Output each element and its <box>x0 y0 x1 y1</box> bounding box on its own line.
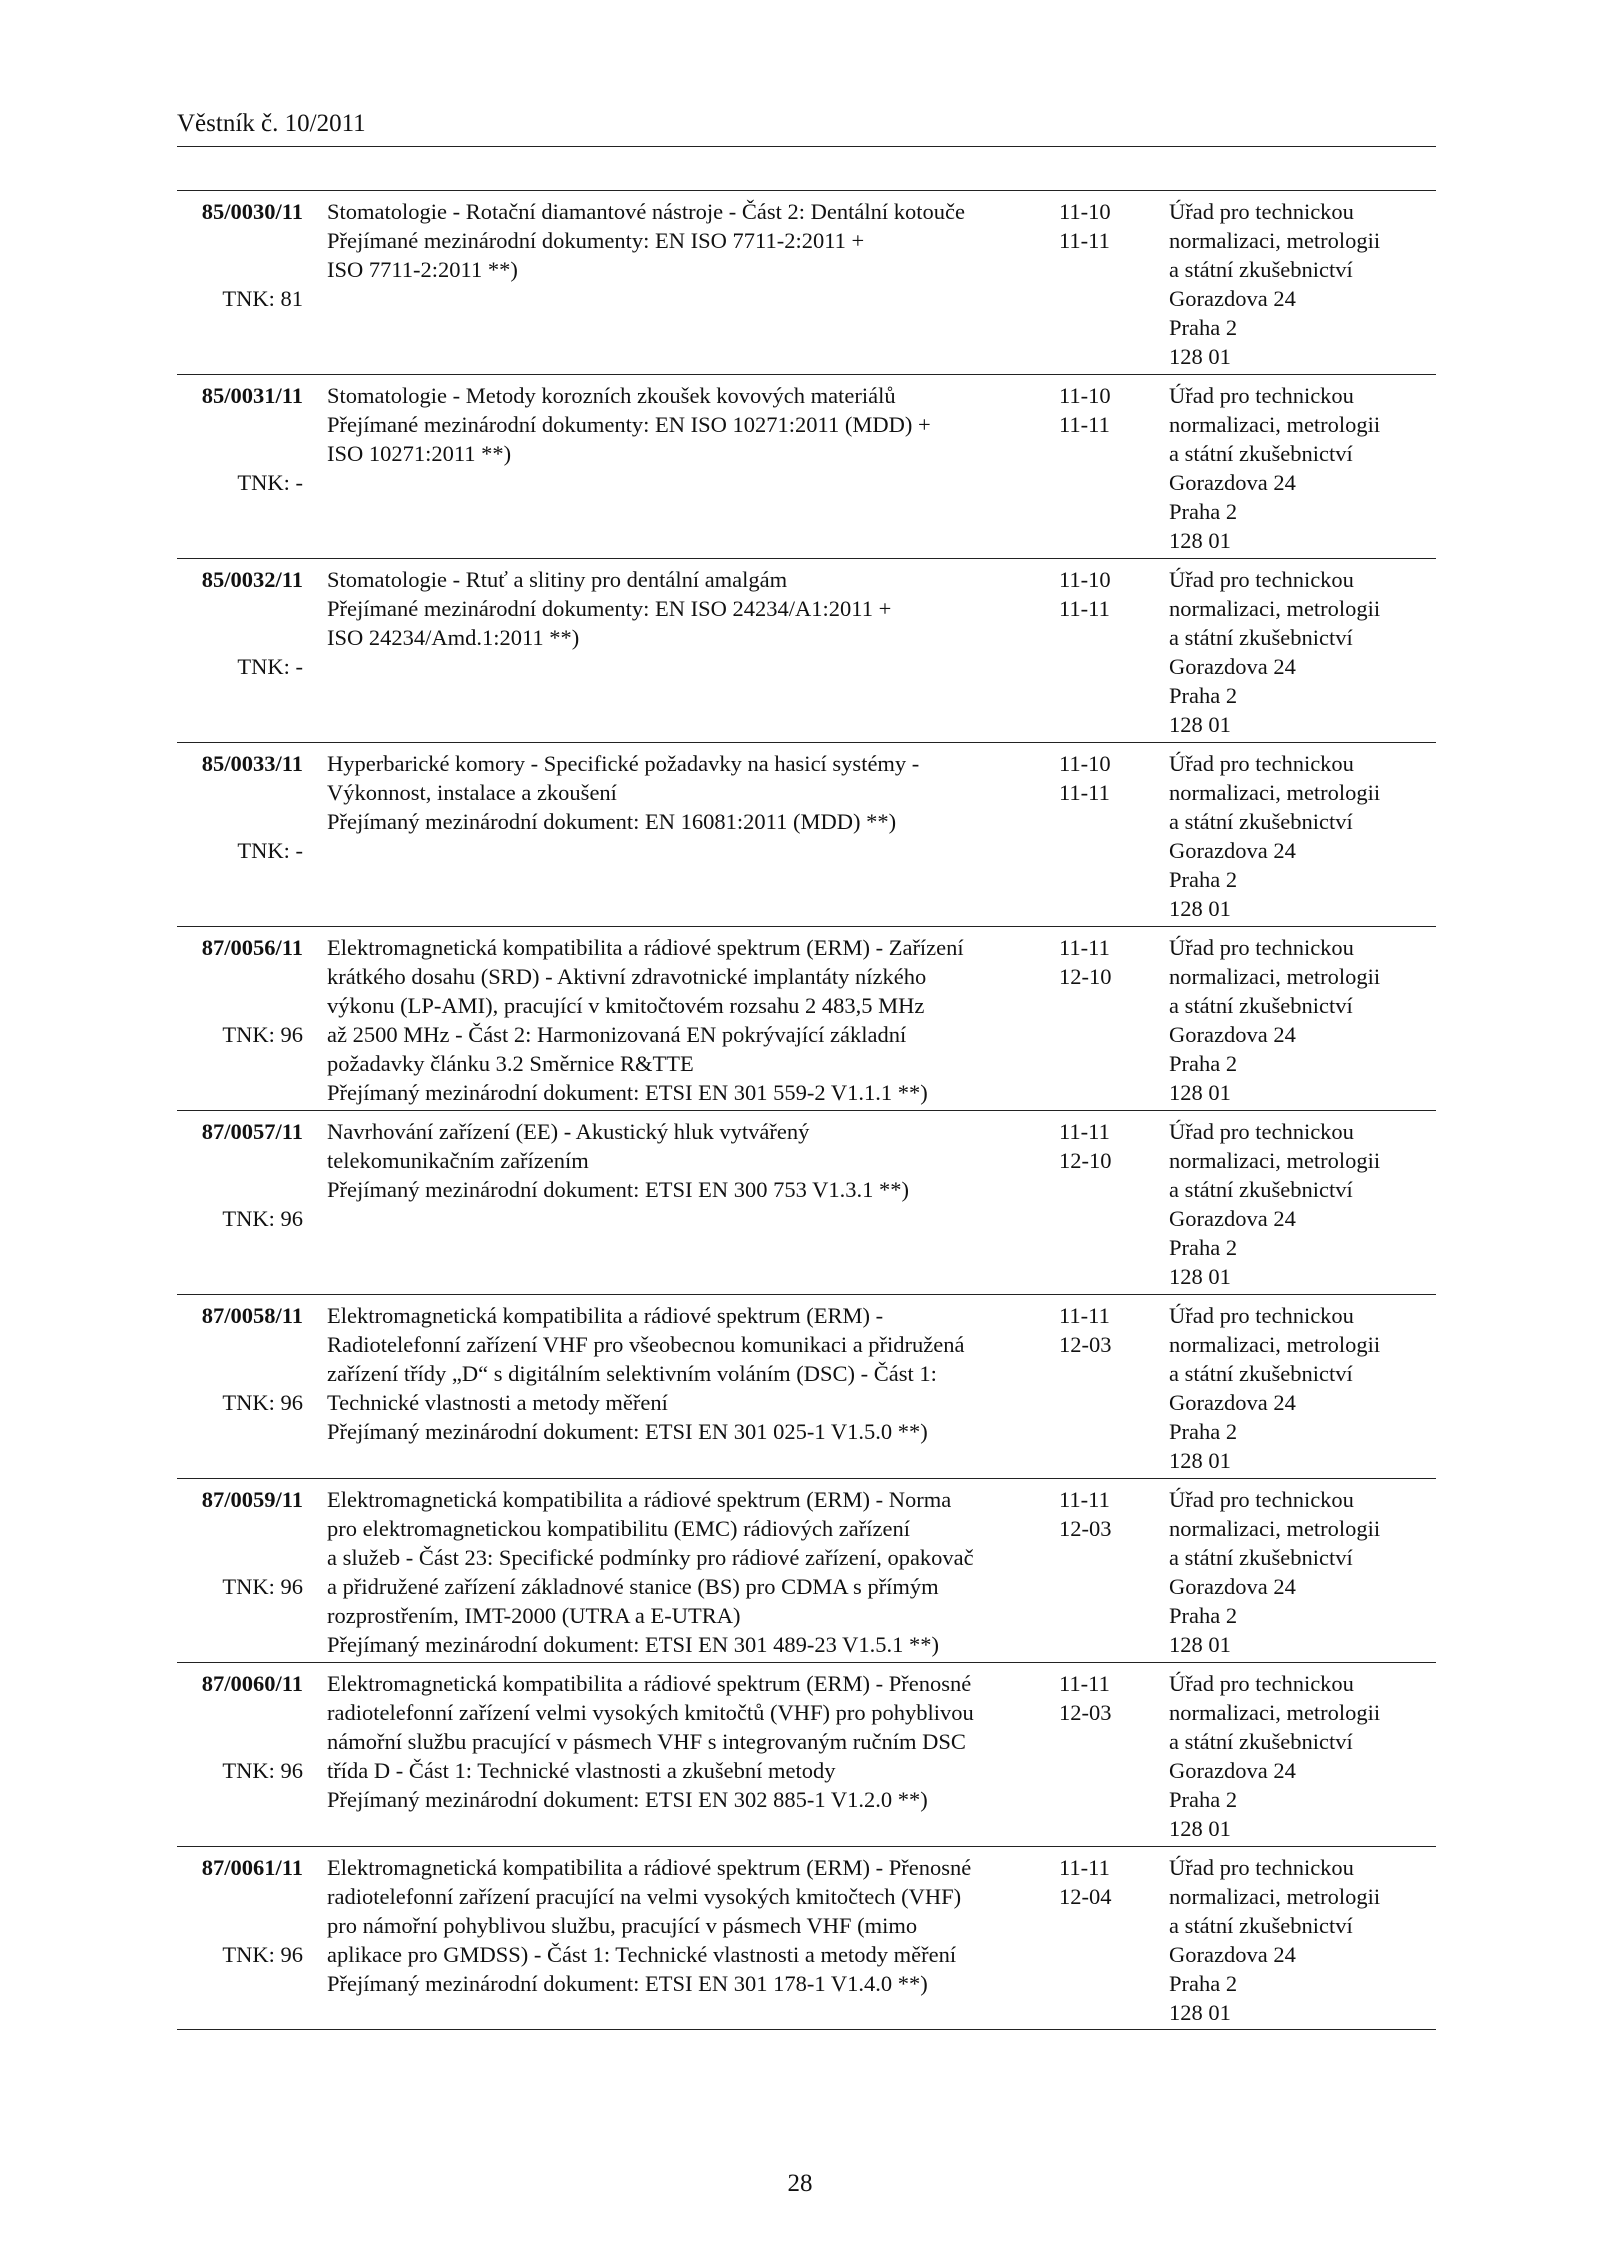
entry-dates <box>1059 381 1139 439</box>
description-line: ISO 24234/Amd.1:2011 **) <box>327 625 580 650</box>
entry-address <box>1169 1301 1436 1475</box>
description-line: Přejímané mezinárodní dokumenty: EN ISO 10271:2011 (MDD) + <box>327 412 931 437</box>
date-value: 11-11 <box>1059 780 1110 805</box>
address-line: Úřad pro technickou <box>1169 1487 1354 1512</box>
address-line: a státní zkušebnictví <box>1169 1729 1353 1754</box>
address-line: normalizaci, metrologii <box>1169 964 1381 989</box>
address-line: Úřad pro technickou <box>1169 1303 1354 1328</box>
entry-id-column <box>177 1853 303 1967</box>
description-line: až 2500 MHz - Část 2: Harmonizovaná EN pokrývající základní <box>327 1022 907 1047</box>
description-line: Elektromagnetická kompatibilita a rádiové spektrum (ERM) - Zařízení <box>327 935 964 960</box>
address-line: normalizaci, metrologii <box>1169 1884 1381 1909</box>
date-value: 11-11 <box>1059 1671 1110 1696</box>
entry-id-column <box>177 1301 303 1415</box>
address-line: Gorazdova 24 <box>1169 1390 1296 1415</box>
address-line: a státní zkušebnictví <box>1169 257 1353 282</box>
description-line: Radiotelefonní zařízení VHF pro všeobecnou komunikaci a přidružená <box>327 1332 965 1357</box>
address-line: Úřad pro technickou <box>1169 567 1354 592</box>
description-line: Elektromagnetická kompatibilita a rádiové spektrum (ERM) - <box>327 1303 884 1328</box>
entry-address <box>1169 197 1436 371</box>
address-line: normalizaci, metrologii <box>1169 1148 1381 1173</box>
entry-address <box>1169 749 1436 923</box>
address-line: a státní zkušebnictví <box>1169 1177 1353 1202</box>
date-value: 11-10 <box>1059 751 1111 776</box>
description-line: Výkonnost, instalace a zkoušení <box>327 780 617 805</box>
entry-tnk: TNK: 96 <box>222 1390 303 1415</box>
entry-id-column <box>177 565 303 679</box>
address-line: normalizaci, metrologii <box>1169 412 1381 437</box>
date-value: 11-10 <box>1059 199 1111 224</box>
date-value: 11-11 <box>1059 1855 1110 1880</box>
address-line: Gorazdova 24 <box>1169 470 1296 495</box>
entry-dates <box>1059 197 1139 255</box>
entry-dates <box>1059 1853 1139 1911</box>
description-line: Hyperbarické komory - Specifické požadavky na hasicí systémy - <box>327 751 920 776</box>
date-value: 12-03 <box>1059 1700 1112 1725</box>
address-line: normalizaci, metrologii <box>1169 1516 1381 1541</box>
description-line: a přidružené zařízení základnové stanice (BS) pro CDMA s přímým <box>327 1574 939 1599</box>
address-line: Gorazdova 24 <box>1169 1574 1296 1599</box>
address-line: 128 01 <box>1169 1264 1231 1289</box>
description-line: námořní službu pracující v pásmech VHF s integrovaným ručním DSC <box>327 1729 966 1754</box>
description-line: pro námořní pohyblivou službu, pracující v pásmech VHF (mimo <box>327 1913 918 1938</box>
address-line: Praha 2 <box>1169 1051 1238 1076</box>
entry-tnk: TNK: 96 <box>222 1942 303 1967</box>
standard-entry <box>177 1110 1436 1294</box>
description-line: rozprostřením, IMT-2000 (UTRA a E-UTRA) <box>327 1603 741 1628</box>
address-line: Úřad pro technickou <box>1169 1855 1354 1880</box>
description-line: ISO 7711-2:2011 **) <box>327 257 518 282</box>
address-line: 128 01 <box>1169 2000 1231 2025</box>
entry-code: 85/0032/11 <box>201 567 303 592</box>
entry-description <box>327 933 1057 1107</box>
entry-address <box>1169 381 1436 555</box>
address-line: Úřad pro technickou <box>1169 1119 1354 1144</box>
address-line: 128 01 <box>1169 344 1231 369</box>
entry-code: 85/0033/11 <box>201 751 303 776</box>
date-value: 12-10 <box>1059 964 1112 989</box>
entry-code: 87/0056/11 <box>201 935 303 960</box>
date-value: 11-11 <box>1059 228 1110 253</box>
address-line: Praha 2 <box>1169 1419 1238 1444</box>
address-line: a státní zkušebnictví <box>1169 809 1353 834</box>
date-value: 12-03 <box>1059 1516 1112 1541</box>
address-line: Praha 2 <box>1169 867 1238 892</box>
page-number: 28 <box>787 2170 813 2197</box>
description-line: Elektromagnetická kompatibilita a rádiové spektrum (ERM) - Norma <box>327 1487 952 1512</box>
date-value: 11-11 <box>1059 412 1110 437</box>
date-value: 11-10 <box>1059 567 1111 592</box>
address-line: 128 01 <box>1169 712 1231 737</box>
description-line: výkonu (LP-AMI), pracující v kmitočtovém rozsahu 2 483,5 MHz <box>327 993 925 1018</box>
address-line: Praha 2 <box>1169 1787 1238 1812</box>
entry-tnk: TNK: 96 <box>222 1022 303 1047</box>
entry-dates <box>1059 1117 1139 1175</box>
page-header-title: Věstník č. 10/2011 <box>177 110 366 137</box>
address-line: Úřad pro technickou <box>1169 199 1354 224</box>
description-line: pro elektromagnetickou kompatibilitu (EMC) rádiových zařízení <box>327 1516 910 1541</box>
description-line: Přejímaný mezinárodní dokument: EN 16081:2011 (MDD) **) <box>327 809 897 834</box>
address-line: a státní zkušebnictví <box>1169 1361 1353 1386</box>
description-line: Přejímané mezinárodní dokumenty: EN ISO 24234/A1:2011 + <box>327 596 892 621</box>
address-line: normalizaci, metrologii <box>1169 228 1381 253</box>
description-line: Elektromagnetická kompatibilita a rádiové spektrum (ERM) - Přenosné <box>327 1855 972 1880</box>
address-line: Gorazdova 24 <box>1169 1022 1296 1047</box>
entry-address <box>1169 1117 1436 1291</box>
standard-entry <box>177 1294 1436 1478</box>
date-value: 11-11 <box>1059 1119 1110 1144</box>
address-line: normalizaci, metrologii <box>1169 596 1381 621</box>
date-value: 11-11 <box>1059 1303 1110 1328</box>
description-line: Přejímaný mezinárodní dokument: ETSI EN 301 025-1 V1.5.0 **) <box>327 1419 928 1444</box>
entry-code: 85/0031/11 <box>201 383 303 408</box>
address-line: Praha 2 <box>1169 1235 1238 1260</box>
entry-tnk: TNK: 96 <box>222 1758 303 1783</box>
standard-entry <box>177 190 1436 374</box>
entry-address <box>1169 565 1436 739</box>
description-line: radiotelefonní zařízení pracující na velmi vysokých kmitočtech (VHF) <box>327 1884 962 1909</box>
entry-address <box>1169 1485 1436 1659</box>
address-line: a státní zkušebnictví <box>1169 993 1353 1018</box>
entry-description <box>327 1485 1057 1659</box>
description-line: a služeb - Část 23: Specifické podmínky pro rádiové zařízení, opakovač <box>327 1545 974 1570</box>
description-line: Přejímaný mezinárodní dokument: ETSI EN 300 753 V1.3.1 **) <box>327 1177 910 1202</box>
address-line: normalizaci, metrologii <box>1169 1332 1381 1357</box>
date-value: 11-10 <box>1059 383 1111 408</box>
entry-id-column <box>177 749 303 863</box>
address-line: Gorazdova 24 <box>1169 1942 1296 1967</box>
entry-code: 87/0059/11 <box>201 1487 303 1512</box>
description-line: radiotelefonní zařízení velmi vysokých kmitočtů (VHF) pro pohyblivou <box>327 1700 974 1725</box>
address-line: Praha 2 <box>1169 1603 1238 1628</box>
address-line: 128 01 <box>1169 1080 1231 1105</box>
entry-tnk: TNK: 96 <box>222 1574 303 1599</box>
description-line: požadavky článku 3.2 Směrnice R&TTE <box>327 1051 694 1076</box>
address-line: Gorazdova 24 <box>1169 838 1296 863</box>
address-line: a státní zkušebnictví <box>1169 625 1353 650</box>
standard-entry <box>177 374 1436 558</box>
standard-entry <box>177 1846 1436 2030</box>
entry-description <box>327 1301 1057 1446</box>
address-line: Gorazdova 24 <box>1169 654 1296 679</box>
entry-code: 87/0057/11 <box>201 1119 303 1144</box>
description-line: Přejímaný mezinárodní dokument: ETSI EN 301 489-23 V1.5.1 **) <box>327 1632 939 1657</box>
entry-address <box>1169 933 1436 1107</box>
date-value: 11-11 <box>1059 1487 1110 1512</box>
entry-dates <box>1059 933 1139 991</box>
address-line: Praha 2 <box>1169 315 1238 340</box>
address-line: Úřad pro technickou <box>1169 751 1354 776</box>
address-line: Úřad pro technickou <box>1169 1671 1354 1696</box>
date-value: 11-11 <box>1059 935 1110 960</box>
address-line: normalizaci, metrologii <box>1169 1700 1381 1725</box>
description-line: Stomatologie - Rtuť a slitiny pro dentální amalgám <box>327 567 788 592</box>
entry-dates <box>1059 1301 1139 1359</box>
address-line: 128 01 <box>1169 896 1231 921</box>
description-line: krátkého dosahu (SRD) - Aktivní zdravotnické implantáty nízkého <box>327 964 927 989</box>
description-line: třída D - Část 1: Technické vlastnosti a zkušební metody <box>327 1758 836 1783</box>
entry-id-column <box>177 933 303 1047</box>
entry-id-column <box>177 381 303 495</box>
entry-description <box>327 1669 1057 1814</box>
description-line: ISO 10271:2011 **) <box>327 441 512 466</box>
date-value: 12-04 <box>1059 1884 1112 1909</box>
date-value: 11-11 <box>1059 596 1110 621</box>
entry-code: 87/0061/11 <box>201 1855 303 1880</box>
date-value: 12-10 <box>1059 1148 1112 1173</box>
entry-id-column <box>177 1669 303 1783</box>
description-line: aplikace pro GMDSS) - Část 1: Technické vlastnosti a metody měření <box>327 1942 957 1967</box>
address-line: Úřad pro technickou <box>1169 383 1354 408</box>
entry-code: 87/0058/11 <box>201 1303 303 1328</box>
standard-entry <box>177 926 1436 1110</box>
address-line: 128 01 <box>1169 1448 1231 1473</box>
entry-dates <box>1059 1669 1139 1727</box>
entry-description <box>327 1853 1057 1998</box>
entry-description <box>327 749 1057 836</box>
address-line: Praha 2 <box>1169 683 1238 708</box>
header-rule <box>177 146 1436 147</box>
entry-description <box>327 381 1057 468</box>
address-line: a státní zkušebnictví <box>1169 1545 1353 1570</box>
standard-entry <box>177 1478 1436 1662</box>
address-line: Gorazdova 24 <box>1169 286 1296 311</box>
description-line: Navrhování zařízení (EE) - Akustický hluk vytvářený <box>327 1119 810 1144</box>
description-line: Přejímaný mezinárodní dokument: ETSI EN 301 178-1 V1.4.0 **) <box>327 1971 928 1996</box>
description-line: Přejímané mezinárodní dokumenty: EN ISO 7711-2:2011 + <box>327 228 865 253</box>
address-line: Gorazdova 24 <box>1169 1758 1296 1783</box>
address-line: 128 01 <box>1169 1816 1231 1841</box>
description-line: telekomunikačním zařízením <box>327 1148 589 1173</box>
description-line: Elektromagnetická kompatibilita a rádiové spektrum (ERM) - Přenosné <box>327 1671 972 1696</box>
entry-description <box>327 565 1057 652</box>
address-line: Úřad pro technickou <box>1169 935 1354 960</box>
description-line: Stomatologie - Rotační diamantové nástroje - Část 2: Dentální kotouče <box>327 199 965 224</box>
entry-dates <box>1059 749 1139 807</box>
entry-description <box>327 1117 1057 1204</box>
entry-dates <box>1059 1485 1139 1543</box>
entry-id-column <box>177 1117 303 1231</box>
entry-id-column <box>177 197 303 311</box>
entry-tnk: TNK: - <box>237 470 303 495</box>
standard-entry <box>177 1662 1436 1846</box>
date-value: 12-03 <box>1059 1332 1112 1357</box>
description-line: Technické vlastnosti a metody měření <box>327 1390 668 1415</box>
entry-tnk: TNK: - <box>237 654 303 679</box>
address-line: 128 01 <box>1169 528 1231 553</box>
address-line: Gorazdova 24 <box>1169 1206 1296 1231</box>
description-line: Přejímaný mezinárodní dokument: ETSI EN 301 559-2 V1.1.1 **) <box>327 1080 928 1105</box>
description-line: zařízení třídy „D“ s digitálním selektivním voláním (DSC) - Část 1: <box>327 1361 937 1386</box>
address-line: a státní zkušebnictví <box>1169 441 1353 466</box>
address-line: normalizaci, metrologii <box>1169 780 1381 805</box>
address-line: Praha 2 <box>1169 1971 1238 1996</box>
address-line: a státní zkušebnictví <box>1169 1913 1353 1938</box>
entry-dates <box>1059 565 1139 623</box>
address-line: Praha 2 <box>1169 499 1238 524</box>
standard-entry <box>177 558 1436 742</box>
entry-id-column <box>177 1485 303 1599</box>
entry-tnk: TNK: - <box>237 838 303 863</box>
standards-list <box>177 190 1436 2030</box>
entry-tnk: TNK: 96 <box>222 1206 303 1231</box>
entry-description <box>327 197 1057 284</box>
address-line: 128 01 <box>1169 1632 1231 1657</box>
entry-tnk: TNK: 81 <box>222 286 303 311</box>
description-line: Stomatologie - Metody korozních zkoušek kovových materiálů <box>327 383 896 408</box>
entry-code: 85/0030/11 <box>201 199 303 224</box>
entry-address <box>1169 1669 1436 1843</box>
standard-entry <box>177 742 1436 926</box>
entry-address <box>1169 1853 1436 2027</box>
entry-code: 87/0060/11 <box>201 1671 303 1696</box>
description-line: Přejímaný mezinárodní dokument: ETSI EN 302 885-1 V1.2.0 **) <box>327 1787 928 1812</box>
